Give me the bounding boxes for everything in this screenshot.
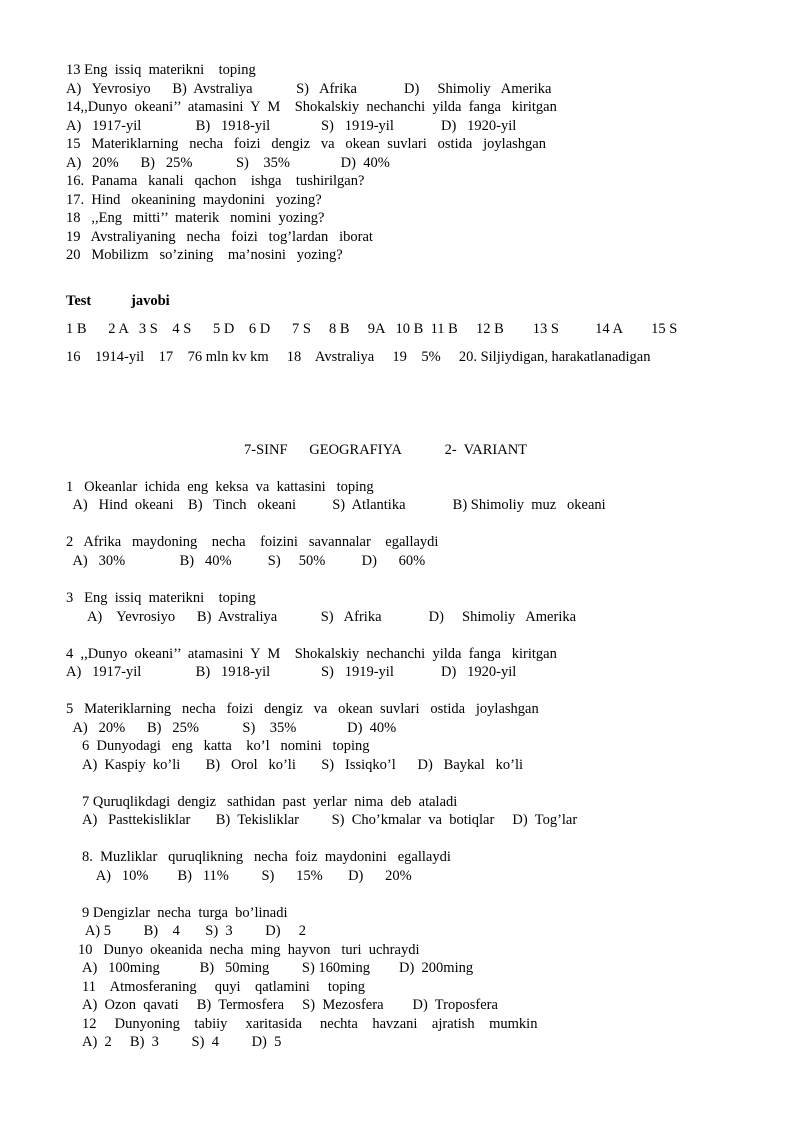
v2-question-1: 1 Okeanlar ichida eng keksa va kattasini toping [66,479,374,495]
question-16: 16. Panama kanali qachon ishga tushirilgan? [66,173,365,189]
question-13: 13 Eng issiq materikni toping [66,62,256,78]
v2-question-2: 2 Afrika maydoning necha foizini savannalar egallaydi [66,534,439,550]
variant-heading: 7-SINF GEOGRAFIYA 2- VARIANT [244,442,528,458]
answer-key-subtitle: javobi [131,293,170,309]
v2-question-11: 11 Atmosferaning quyi qatlamini toping [82,979,365,995]
v2-question-4-options: A) 1917-yil B) 1918-yil S) 1919-yil D) 1920-yil [66,664,517,680]
v2-question-6: 6 Dunyodagi eng katta ko’l nomini toping [82,738,370,754]
v2-question-5: 5 Materiklarning necha foizi dengiz va okean suvlari ostida joylashgan [66,701,539,717]
v2-question-6-options: A) Kaspiy ko’li B) Orol ko’li S) Issiqko’l D) Baykal ko’li [82,757,524,773]
v2-question-10: 10 Dunyo okeanida necha ming hayvon turi uchraydi [78,942,420,958]
v2-question-12-options: A) 2 B) 3 S) 4 D) 5 [82,1034,282,1050]
question-17: 17. Hind okeanining maydonini yozing? [66,192,322,208]
question-13-options: A) Yevrosiyo B) Avstraliya S) Afrika D) Shimoliy Amerika [66,81,552,97]
v2-question-12: 12 Dunyoning tabiiy xaritasida nechta havzani ajratish mumkin [82,1016,538,1032]
v2-question-3-options: A) Yevrosiyo B) Avstraliya S) Afrika D) Shimoliy Amerika [66,609,577,625]
question-15-options: A) 20% B) 25% S) 35% D) 40% [66,155,390,171]
v2-question-3: 3 Eng issiq materikni toping [66,590,256,606]
v2-question-4: 4 ,,Dunyo okeani’’ atamasini Y M Shokalskiy nechanchi yilda fanga kiritgan [66,646,557,662]
question-14-options: A) 1917-yil B) 1918-yil S) 1919-yil D) 1920-yil [66,118,517,134]
question-14: 14,,Dunyo okeani’’ atamasini Y M Shokalskiy nechanchi yilda fanga kiritgan [66,99,557,115]
v2-question-9-options: A) 5 B) 4 S) 3 D) 2 [82,923,306,939]
v2-question-10-options: A) 100ming B) 50ming S) 160ming D) 200ming [82,960,474,976]
question-15: 15 Materiklarning necha foizi dengiz va okean suvlari ostida joylashgan [66,136,546,152]
v2-question-1-options: A) Hind okeani B) Tinch okeani S) Atlantika B) Shimoliy muz okeani [66,497,606,513]
v2-question-8: 8. Muzliklar quruqlikning necha foiz maydonini egallaydi [82,849,451,865]
v2-question-11-options: A) Ozon qavati B) Termosfera S) Mezosfera D) Troposfera [82,997,498,1013]
question-18: 18 ,,Eng mitti’’ materik nomini yozing? [66,210,325,226]
question-19: 19 Avstraliyaning necha foizi tog’lardan iborat [66,229,373,245]
v2-question-8-options: A) 10% B) 11% S) 15% D) 20% [82,868,412,884]
v2-question-2-options: A) 30% B) 40% S) 50% D) 60% [66,553,426,569]
v2-question-7: 7 Quruqlikdagi dengiz sathidan past yerlar nima deb ataladi [82,794,458,810]
v2-question-5-options: A) 20% B) 25% S) 35% D) 40% [66,720,397,736]
answer-key-row-2: 16 1914-yil 17 76 mln kv km 18 Avstraliya 19 5% 20. Siljiydigan, harakatlanadigan [66,349,651,365]
v2-question-7-options: A) Pasttekisliklar B) Tekisliklar S) Cho’kmalar va botiqlar D) Tog’lar [82,812,578,828]
v2-question-9: 9 Dengizlar necha turga bo’linadi [82,905,288,921]
answer-key-row-1: 1 B 2 A 3 S 4 S 5 D 6 D 7 S 8 B 9A 10 B 11 B 12 B 13 S 14 A 15 S [66,321,678,337]
question-20: 20 Mobilizm so’zining ma’nosini yozing? [66,247,343,263]
answer-key-title: Test [66,293,92,309]
